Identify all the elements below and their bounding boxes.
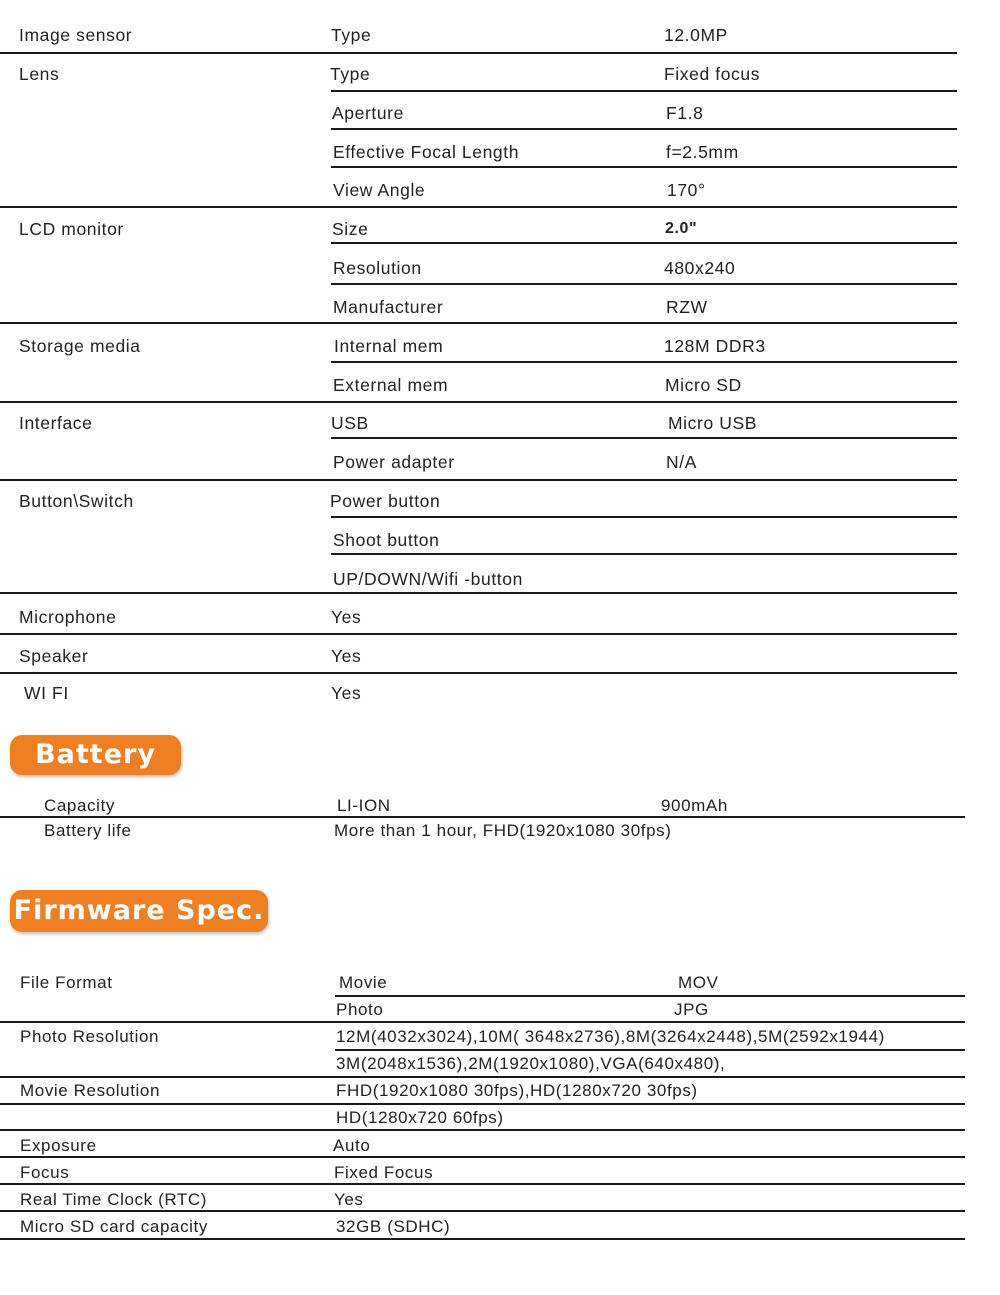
- exposure-value: Auto: [333, 1136, 371, 1155]
- file-format-photo-value: JPG: [674, 1000, 709, 1019]
- divider: [0, 1103, 965, 1105]
- battery-life-value: More than 1 hour, FHD(1920x1080 30fps): [334, 821, 672, 840]
- lcd-resolution-label: Resolution: [333, 258, 422, 278]
- divider: [331, 128, 957, 130]
- lcd-manufacturer-label: Manufacturer: [333, 297, 444, 317]
- interface-label: Interface: [19, 413, 93, 433]
- lens-view-angle-label: View Angle: [333, 180, 426, 200]
- divider: [335, 995, 965, 997]
- battery-life-label: Battery life: [44, 821, 132, 840]
- photo-resolution-label: Photo Resolution: [20, 1027, 160, 1046]
- interface-power-adapter-label: Power adapter: [333, 452, 455, 472]
- lens-type-value: Fixed focus: [664, 64, 761, 84]
- divider: [331, 516, 957, 518]
- microphone-value: Yes: [331, 607, 362, 627]
- exposure-label: Exposure: [20, 1136, 97, 1155]
- movie-resolution-label: Movie Resolution: [20, 1081, 160, 1100]
- speaker-value: Yes: [331, 646, 362, 666]
- divider: [0, 1129, 965, 1131]
- lens-focal-length-value: f=2.5mm: [666, 142, 739, 162]
- buttons-shoot: Shoot button: [333, 530, 440, 550]
- battery-capacity-label: Capacity: [44, 796, 115, 815]
- divider: [331, 437, 957, 439]
- lens-view-angle-value: 170°: [667, 180, 706, 200]
- lcd-resolution-value: 480x240: [664, 258, 736, 278]
- divider: [0, 672, 957, 674]
- focus-value: Fixed Focus: [334, 1163, 434, 1182]
- storage-external-value: Micro SD: [665, 375, 742, 395]
- lcd-size-label: Size: [332, 219, 369, 239]
- lens-type-label: Type: [330, 64, 371, 84]
- lens-aperture-value: F1.8: [666, 103, 704, 123]
- sd-capacity-value: 32GB (SDHC): [336, 1217, 451, 1236]
- photo-resolution-line1: 12M(4032x3024),10M( 3648x2736),8M(3264x2448),5M(2592x1944): [336, 1027, 885, 1046]
- divider: [331, 553, 957, 555]
- divider: [0, 633, 957, 635]
- buttons-power: Power button: [330, 491, 441, 511]
- file-format-movie-label: Movie: [339, 973, 388, 992]
- divider: [331, 361, 957, 363]
- wifi-value: Yes: [331, 683, 362, 703]
- rtc-value: Yes: [334, 1190, 364, 1209]
- battery-capacity-value: 900mAh: [661, 796, 728, 815]
- divider: [331, 90, 957, 92]
- lcd-label: LCD monitor: [19, 219, 124, 239]
- divider: [331, 166, 957, 168]
- divider: [0, 206, 957, 208]
- divider: [0, 1076, 965, 1078]
- interface-usb-label: USB: [331, 413, 369, 433]
- movie-resolution-line1: FHD(1920x1080 30fps),HD(1280x720 30fps): [336, 1081, 698, 1100]
- buttons-label: Button\Switch: [19, 491, 134, 511]
- file-format-photo-label: Photo: [336, 1000, 384, 1019]
- divider: [0, 1238, 965, 1240]
- storage-external-label: External mem: [333, 375, 449, 395]
- divider: [0, 479, 957, 481]
- divider: [331, 283, 957, 285]
- divider: [0, 816, 965, 818]
- storage-internal-label: Internal mem: [334, 336, 444, 356]
- lcd-manufacturer-value: RZW: [666, 297, 708, 317]
- speaker-label: Speaker: [19, 646, 89, 666]
- firmware-heading: Firmware Spec.: [10, 890, 268, 932]
- divider: [0, 1021, 965, 1023]
- buttons-updown-wifi: UP/DOWN/Wifi -button: [333, 569, 523, 589]
- interface-power-adapter-value: N/A: [666, 452, 697, 472]
- image-sensor-label: Image sensor: [19, 25, 133, 45]
- divider: [0, 322, 957, 324]
- lens-aperture-label: Aperture: [332, 103, 404, 123]
- divider: [335, 1049, 965, 1051]
- battery-capacity-type: LI-ION: [337, 796, 391, 815]
- divider: [0, 592, 957, 594]
- movie-resolution-line2: HD(1280x720 60fps): [336, 1108, 504, 1127]
- battery-heading: Battery: [10, 735, 181, 775]
- microphone-label: Microphone: [19, 607, 117, 627]
- wifi-label: WI FI: [24, 683, 69, 703]
- storage-label: Storage media: [19, 336, 141, 356]
- rtc-label: Real Time Clock (RTC): [20, 1190, 208, 1209]
- interface-usb-value: Micro USB: [668, 413, 758, 433]
- lcd-size-value: 2.0": [665, 220, 698, 237]
- file-format-movie-value: MOV: [678, 973, 719, 992]
- image-sensor-type-value: 12.0MP: [664, 25, 728, 45]
- divider: [0, 52, 957, 54]
- photo-resolution-line2: 3M(2048x1536),2M(1920x1080),VGA(640x480),: [336, 1054, 726, 1073]
- lens-label: Lens: [19, 64, 60, 84]
- focus-label: Focus: [20, 1163, 70, 1182]
- storage-internal-value: 128M DDR3: [664, 336, 766, 356]
- divider: [0, 1210, 965, 1212]
- divider: [0, 401, 957, 403]
- file-format-label: File Format: [20, 973, 113, 992]
- lens-focal-length-label: Effective Focal Length: [333, 142, 520, 162]
- divider: [331, 242, 957, 244]
- divider: [0, 1183, 965, 1185]
- image-sensor-type-label: Type: [331, 25, 372, 45]
- divider: [0, 1156, 965, 1158]
- sd-capacity-label: Micro SD card capacity: [20, 1217, 208, 1236]
